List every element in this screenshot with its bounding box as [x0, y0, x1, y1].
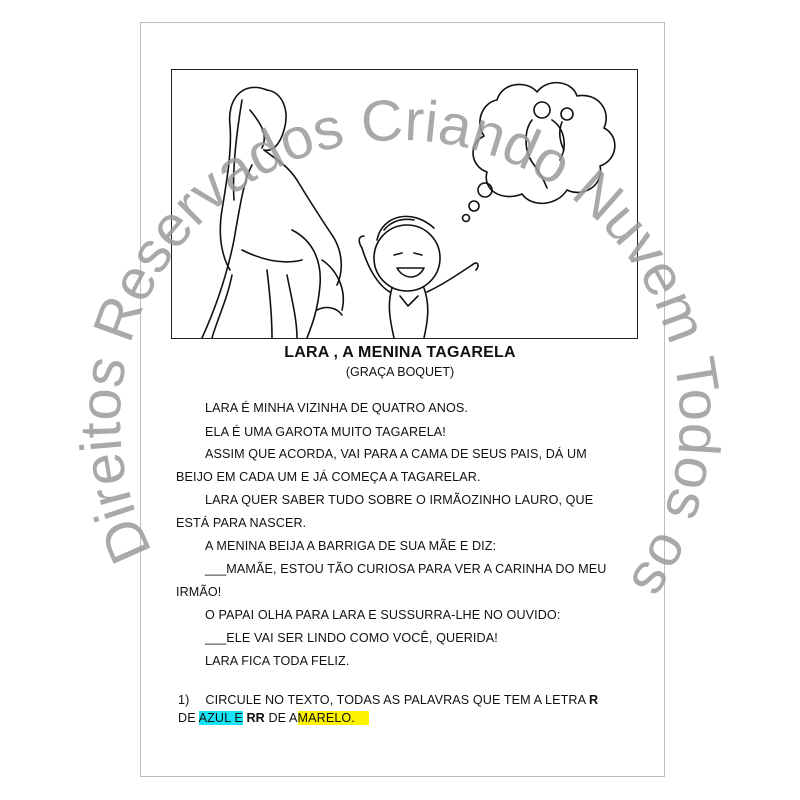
exercise-text: DE A	[264, 711, 298, 725]
highlight-text: ZUL E	[207, 711, 243, 725]
story-line: LARA FICA TODA FELIZ.	[205, 654, 350, 668]
story-line: ESTÁ PARA NASCER.	[176, 516, 307, 530]
exercise-instruction	[178, 693, 598, 707]
highlight-amarelo: MARELO.	[298, 711, 369, 725]
story-title: LARA , A MENINA TAGARELA	[284, 344, 516, 361]
story-line: O PAPAI OLHA PARA LARA E SUSSURRA-LHE NO OUVIDO:	[205, 608, 561, 622]
story-line: ___MAMÃE, ESTOU TÃO CURIOSA PARA VER A CARINHA DO MEU	[205, 562, 607, 576]
story-author: (GRAÇA BOQUET)	[345, 365, 455, 379]
story-line: LARA QUER SABER TUDO SOBRE O IRMÃOZINHO LAURO, QUE	[205, 493, 594, 507]
story-line: LARA É MINHA VIZINHA DE QUATRO ANOS.	[205, 401, 468, 415]
letter-rr: RR	[246, 711, 265, 725]
story-line: A MENINA BEIJA A BARRIGA DE SUA MÃE E DIZ:	[205, 539, 497, 553]
story-line: ASSIM QUE ACORDA, VAI PARA A CAMA DE SEUS PAIS, DÁ UM	[205, 447, 587, 461]
exercise-instruction-line2	[178, 711, 369, 725]
story-line: IRMÃO!	[176, 585, 222, 599]
highlight-text: A	[198, 711, 208, 725]
watermark-text: Direitos Reservados Criando Nuvem Todos os	[67, 87, 733, 610]
story-line: ELA É UMA GAROTA MUITO TAGARELA!	[205, 425, 446, 439]
story-line: ___ELE VAI SER LINDO COMO VOCÊ, QUERIDA!	[205, 631, 498, 645]
exercise-text: CIRCULE NO TEXTO, TODAS AS PALAVRAS QUE TEM A LETRA	[205, 693, 590, 707]
illustration-mother-child	[171, 69, 638, 339]
highlight-azul	[199, 711, 243, 725]
exercise-text: DE	[178, 711, 199, 725]
letter-r: R	[589, 693, 599, 707]
line-drawing	[172, 70, 637, 338]
exercise-number: 1)	[178, 693, 190, 707]
story-line: BEIJO EM CADA UM E JÁ COMEÇA A TAGARELAR.	[176, 470, 481, 484]
